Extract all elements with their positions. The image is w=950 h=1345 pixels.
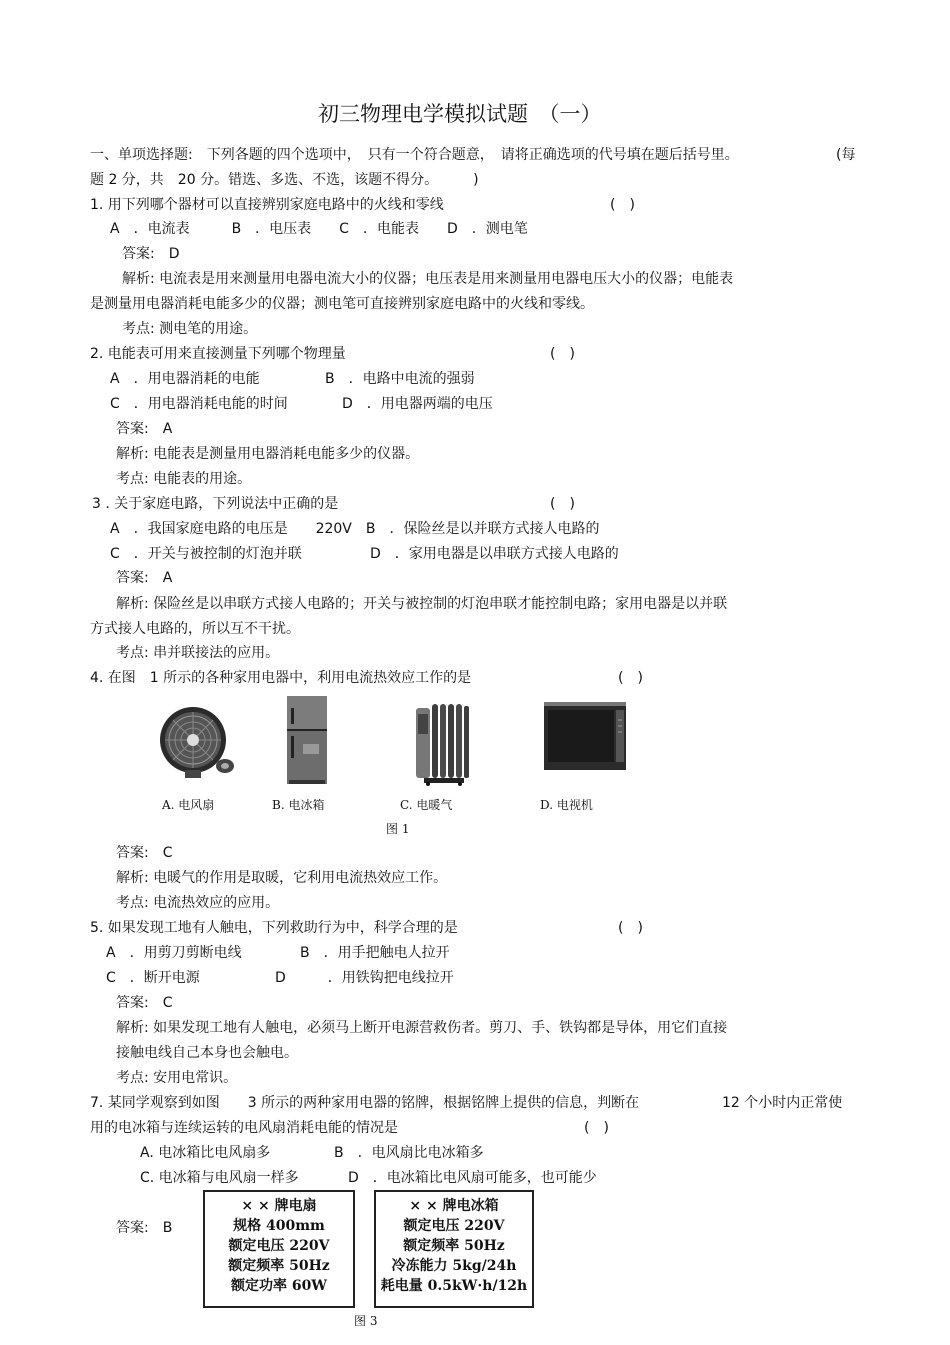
fan-nameplate-brand: × × 牌电扇 <box>241 1198 317 1214</box>
q3-analysis-line2: 方式接人电路的，所以互不干扰。 <box>90 621 300 637</box>
q5-answer: 答案: C <box>116 995 173 1011</box>
section-instruction-tail: (每 <box>836 147 856 163</box>
q1-options: A ．电流表 B ．电压表 C ．电能表 D ．测电笔 <box>110 221 528 237</box>
q2-stem: 2. 电能表可用来直接测量下列哪个物理量 <box>90 346 346 362</box>
q2-analysis: 解析: 电能表是测量用电器消耗电能多少的仪器。 <box>116 446 420 462</box>
figure1-label: 图 1 <box>386 822 410 836</box>
q4-answer: 答案: C <box>116 845 173 861</box>
fridge-nameplate-capacity: 冷冻能力 5kg/24h <box>391 1258 517 1274</box>
q7-stem-line1-tail: 12 个小时内正常使 <box>722 1095 843 1111</box>
q2-option-b: B ．电路中电流的强弱 <box>325 371 475 387</box>
q2-answer-bracket: ( ) <box>550 346 575 362</box>
section-instruction-line2: 题 2 分，共 20 分。错选、多选、不选，该题不得分。 ) <box>90 172 479 188</box>
figure1-caption-a: A. 电风扇 <box>162 798 215 812</box>
q5-answer-bracket: ( ) <box>618 920 643 936</box>
q1-answer-bracket: ( ) <box>610 197 635 213</box>
electric-heater-image <box>414 700 470 786</box>
q2-option-c: C ．用电器消耗电能的时间 <box>110 396 288 412</box>
fridge-nameplate-consumption: 耗电量 0.5kW·h/12h <box>380 1278 528 1294</box>
q7-answer-bracket: ( ) <box>584 1120 609 1136</box>
q7-option-a: A. 电冰箱比电风扇多 <box>140 1145 271 1161</box>
q7-option-b: B ．电风扇比电冰箱多 <box>334 1145 484 1161</box>
refrigerator-image <box>283 694 331 786</box>
fridge-nameplate-voltage: 额定电压 220V <box>403 1218 505 1234</box>
q2-point: 考点: 电能表的用途。 <box>116 471 252 487</box>
q7-answer: 答案: B <box>116 1220 173 1236</box>
fridge-nameplate-frequency: 额定频率 50Hz <box>403 1238 505 1254</box>
q7-option-d: D ．电冰箱比电风扇可能多，也可能少 <box>348 1170 597 1186</box>
q7-option-c: C. 电冰箱与电风扇一样多 <box>140 1170 299 1186</box>
q3-option-c: C ．开关与被控制的灯泡并联 <box>110 546 302 562</box>
fridge-nameplate-brand: × × 牌电冰箱 <box>409 1198 499 1214</box>
page-title: 初三物理电学模拟试题 （一） <box>318 102 602 126</box>
q3-answer: 答案: A <box>116 570 173 586</box>
figure3-label: 图 3 <box>354 1314 378 1328</box>
q5-option-c: C ．断开电源 <box>106 970 200 986</box>
q4-answer-bracket: ( ) <box>618 670 643 686</box>
q5-analysis-line2: 接触电线自己本身也会触电。 <box>116 1045 298 1061</box>
television-image <box>542 700 628 774</box>
q5-option-a: A ．用剪刀剪断电线 <box>106 945 242 961</box>
q5-analysis-line1: 解析: 如果发现工地有人触电，必须马上断开电源营救伤者。剪刀、手、铁钩都是导体，用它们直接 <box>116 1020 728 1036</box>
q3-point: 考点: 串并联接法的应用。 <box>116 645 280 661</box>
q7-stem-line2: 用的电冰箱与连续运转的电风扇消耗电能的情况是 <box>90 1120 398 1136</box>
figure1-caption-c: C. 电暖气 <box>400 798 453 812</box>
q4-stem: 4. 在图 1 所示的各种家用电器中，利用电流热效应工作的是 <box>90 670 472 686</box>
q2-option-a: A ．用电器消耗的电能 <box>110 371 260 387</box>
electric-fan-image <box>155 700 237 784</box>
q3-option-d: D ．家用电器是以串联方式接人电路的 <box>370 546 619 562</box>
fan-nameplate-frequency: 额定频率 50Hz <box>228 1258 330 1274</box>
q5-point: 考点: 安用电常识。 <box>116 1070 238 1086</box>
fan-nameplate <box>203 1190 355 1308</box>
section-instruction-line1: 一、单项选择题: 下列各题的四个选项中， 只有一个符合题意， 请将正确选项的代号填在题后括号里。 <box>90 147 739 163</box>
q1-answer: 答案: D <box>122 246 180 262</box>
fan-nameplate-voltage: 额定电压 220V <box>228 1238 330 1254</box>
q7-stem-line1: 7. 某同学观察到如图 3 所示的两种家用电器的铭牌，根据铭牌上提供的信息，判断在 <box>90 1095 640 1111</box>
q3-stem: 3 . 关于家庭电路，下列说法中正确的是 <box>92 496 339 512</box>
q3-answer-bracket: ( ) <box>550 496 575 512</box>
q2-option-d: D ．用电器两端的电压 <box>342 396 493 412</box>
q3-option-a-b: A ．我国家庭电路的电压是 220V B ．保险丝是以并联方式接人电路的 <box>110 521 600 537</box>
q1-stem: 1. 用下列哪个器材可以直接辨别家庭电路中的火线和零线 <box>90 197 444 213</box>
q4-analysis: 解析: 电暖气的作用是取暖，它利用电流热效应工作。 <box>116 870 448 886</box>
fan-nameplate-power: 额定功率 60W <box>230 1278 328 1294</box>
q5-option-d: D ．用铁钩把电线拉开 <box>275 970 454 986</box>
q1-point: 考点: 测电笔的用途。 <box>122 321 258 337</box>
refrigerator-nameplate <box>374 1190 534 1308</box>
q4-point: 考点: 电流热效应的应用。 <box>116 895 280 911</box>
fan-nameplate-size: 规格 400mm <box>233 1218 325 1234</box>
q2-answer: 答案: A <box>116 421 173 437</box>
figure1-caption-d: D. 电视机 <box>540 798 593 812</box>
q3-analysis-line1: 解析: 保险丝是以串联方式接人电路的；开关与被控制的灯泡串联才能控制电路；家用电器是以并联 <box>116 596 728 612</box>
figure1-caption-b: B. 电冰箱 <box>272 798 325 812</box>
q1-analysis-line2: 是测量用电器消耗电能多少的仪器；测电笔可直接辨别家庭电路中的火线和零线。 <box>90 296 594 312</box>
q1-analysis-line1: 解析: 电流表是用来测量用电器电流大小的仪器；电压表是用来测量用电器电压大小的仪器；电能表 <box>122 271 734 287</box>
q5-option-b: B ．用手把触电人拉开 <box>300 945 450 961</box>
q5-stem: 5. 如果发现工地有人触电，下列救助行为中，科学合理的是 <box>90 920 458 936</box>
